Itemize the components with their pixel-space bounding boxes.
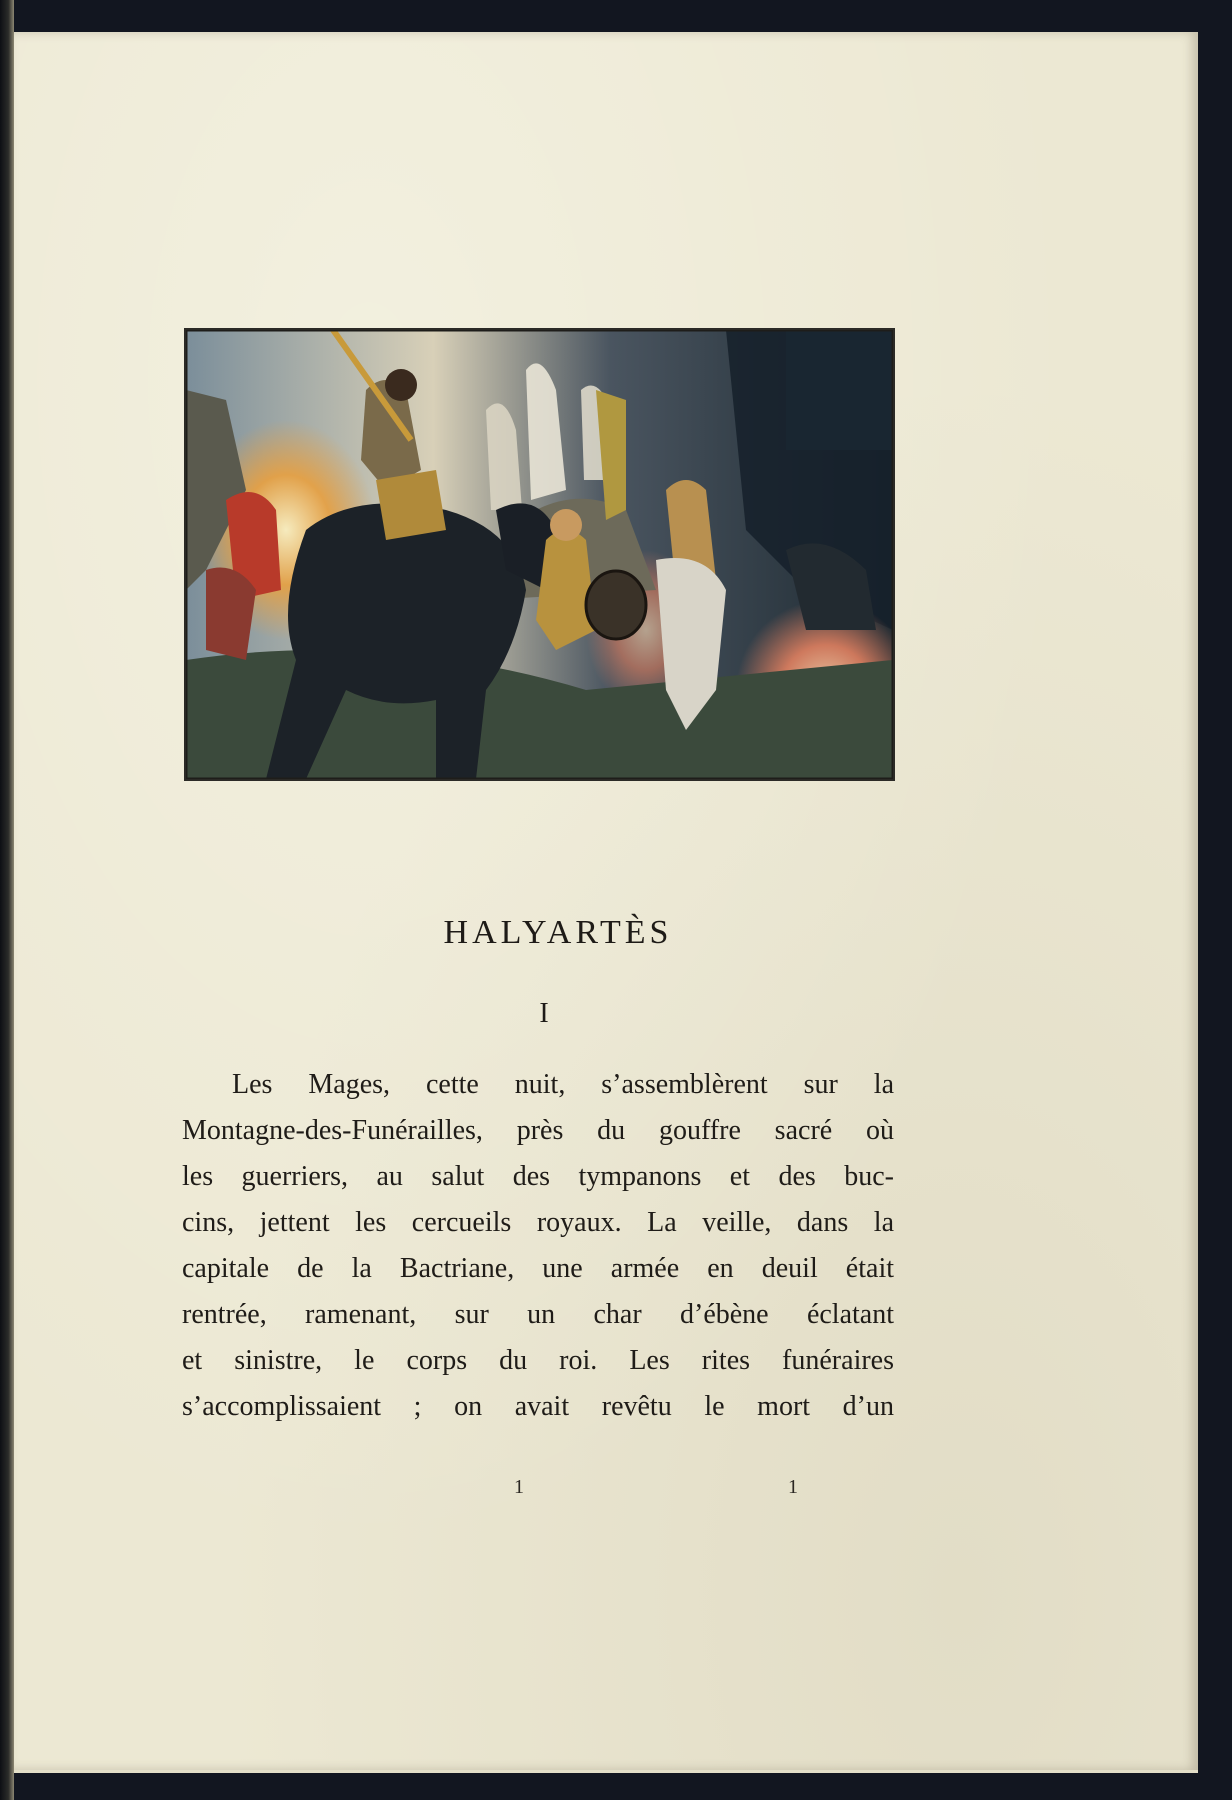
text-line: capitale de la Bactriane, une armée en deuil était — [182, 1253, 894, 1284]
text-line: rentrée, ramenant, sur un char d’ébène éclatant — [182, 1299, 894, 1330]
chapter-number: I — [539, 998, 549, 1029]
text-line: Montagne-des-Funérailles, près du gouffre sacré où — [182, 1115, 894, 1146]
book-page — [14, 32, 1198, 1773]
text-line: et sinistre, le corps du roi. Les rites funéraires — [182, 1345, 894, 1376]
body-paragraph — [182, 1062, 894, 1430]
text-line: les guerriers, au salut des tympanons et des buc- — [182, 1161, 894, 1192]
illustration-battle-scene — [186, 330, 893, 779]
folio-page-number: 1 — [788, 1476, 798, 1498]
text-line: Les Mages, cette nuit, s’assemblèrent sur la — [232, 1069, 894, 1100]
book-spine-edge — [0, 0, 14, 1800]
text-line: cins, jettent les cercueils royaux. La veille, dans la — [182, 1207, 894, 1238]
page-title: HALYARTÈS — [443, 914, 673, 951]
chapter-illustration — [184, 328, 895, 781]
folio-signature-mark: 1 — [514, 1476, 524, 1498]
text-line: s’accomplissaient ; on avait revêtu le mort d’un — [182, 1391, 894, 1422]
